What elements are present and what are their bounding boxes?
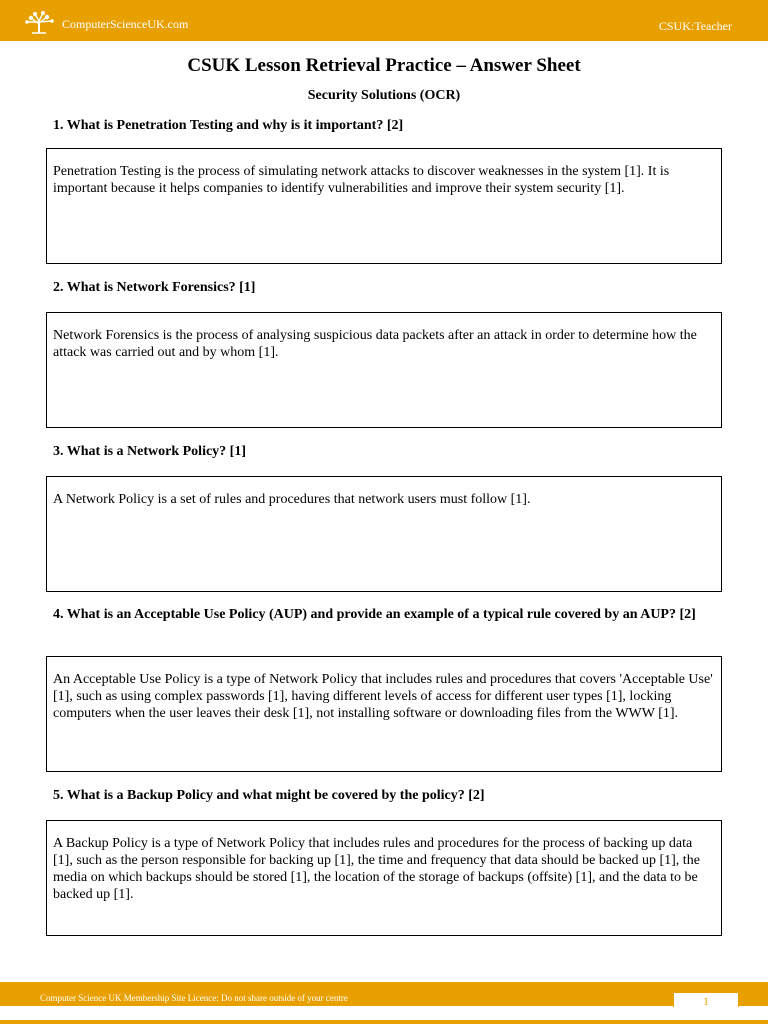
answer-box-4	[46, 656, 722, 772]
answer-3-text: A Network Policy is a set of rules and procedures that network users must follow [1].	[53, 492, 531, 507]
question-3: 3. What is a Network Policy? [1]	[53, 444, 246, 459]
tree-logo-icon	[22, 10, 56, 34]
question-1: 1. What is Penetration Testing and why is it important? [2]	[53, 118, 404, 133]
answer-box-2	[46, 312, 722, 428]
question-5: 5. What is a Backup Policy and what might be covered by the policy? [2]	[53, 788, 485, 803]
answer-box-1	[46, 148, 722, 264]
footer-bottom-rule	[0, 1020, 768, 1024]
document-subtitle: Security Solutions (OCR)	[307, 88, 461, 103]
answer-box-5	[46, 820, 722, 936]
answer-4-text: An Acceptable Use Policy is a type of Network Policy that includes rules and procedures that covers 'Acceptable Use' [1], such as using complex passwords [1], having different levels of access for different user types [1], locking computers when the user leaves their desk [1], not installing software or downloading files from the WWW [1].	[53, 672, 713, 721]
site-name[interactable]: ComputerScienceUK.com	[62, 17, 189, 31]
answer-box-3	[46, 476, 722, 592]
answer-5-text: A Backup Policy is a type of Network Policy that includes rules and procedures for the process of backing up data [1], such as the person responsible for backing up [1], the time and frequency that data should be backed up [1], the media on which backups should be stored [1], the location of the storage of backups (offsite) [1], and the data to be backed up [1].	[53, 836, 700, 902]
answer-2-text: Network Forensics is the process of analysing suspicious data packets after an attack in order to determine how the attack was carried out and by whom [1].	[53, 328, 697, 360]
page-header	[0, 0, 768, 41]
page-number: 1	[673, 992, 739, 1007]
header-role-label: CSUK:Teacher	[658, 19, 732, 33]
licence-notice: Computer Science UK Membership Site Licence: Do not share outside of your centre	[40, 993, 348, 1003]
answer-1-text: Penetration Testing is the process of simulating network attacks to discover weaknesses in the system [1]. It is important because it helps companies to identify vulnerabilities and improve their system security [1].	[53, 164, 670, 196]
page-footer	[0, 982, 768, 1006]
document-title: CSUK Lesson Retrieval Practice – Answer Sheet	[187, 55, 581, 76]
question-4: 4. What is an Acceptable Use Policy (AUP) and provide an example of a typical rule covered by an AUP? [2]	[53, 607, 696, 622]
question-2: 2. What is Network Forensics? [1]	[53, 280, 256, 295]
